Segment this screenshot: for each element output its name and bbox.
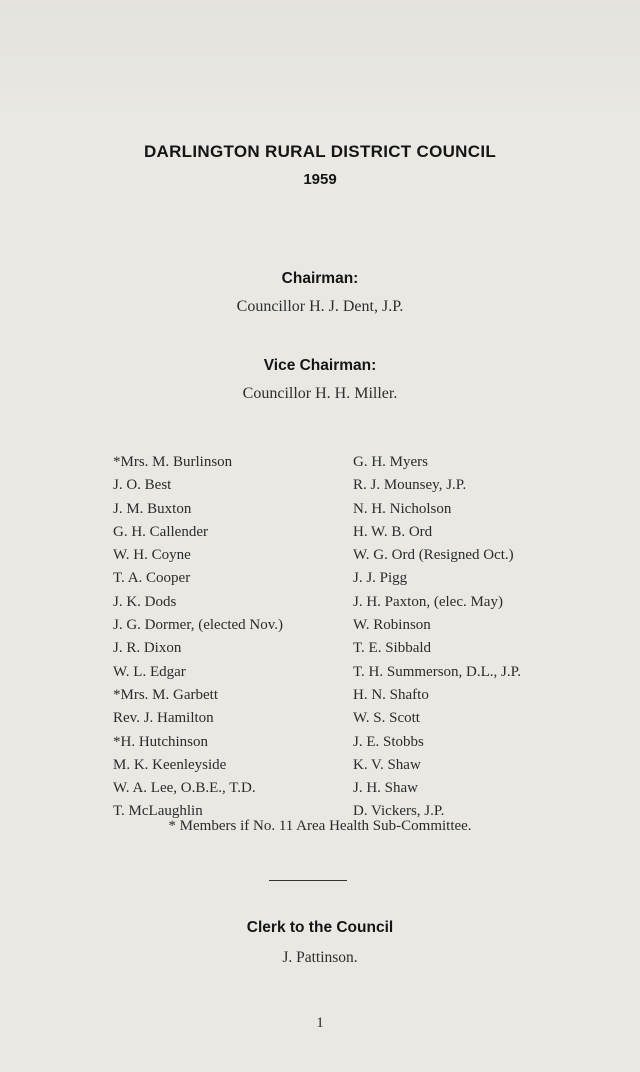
member-name: R. J. Mounsey, J.P. bbox=[353, 477, 467, 494]
year-heading: 1959 bbox=[303, 171, 337, 188]
member-name: *Mrs. M. Garbett bbox=[113, 686, 218, 703]
member-name: J. M. Buxton bbox=[113, 500, 192, 517]
member-name: H. N. Shafto bbox=[353, 686, 429, 703]
member-name: T. A. Cooper bbox=[113, 570, 191, 587]
member-name: M. K. Keenleyside bbox=[113, 756, 227, 773]
page-number: 1 bbox=[316, 1015, 324, 1031]
member-name: W. S. Scott bbox=[353, 710, 420, 727]
member-name: W. H. Coyne bbox=[113, 547, 191, 564]
member-name: J. O. Best bbox=[113, 477, 172, 494]
member-name: H. W. B. Ord bbox=[353, 523, 433, 540]
members-right-column bbox=[353, 451, 638, 824]
member-name: T. H. Summerson, D.L., J.P. bbox=[353, 663, 522, 680]
member-name: J. H. Paxton, (elec. May) bbox=[353, 593, 503, 610]
member-name: J. G. Dormer, (elected Nov.) bbox=[113, 617, 284, 634]
clerk-name: J. Pattinson. bbox=[282, 949, 358, 966]
bleed-through-area bbox=[0, 0, 640, 120]
member-name: W. G. Ord (Resigned Oct.) bbox=[353, 547, 514, 564]
member-name: J. J. Pigg bbox=[353, 570, 408, 587]
chairman-heading: Chairman: bbox=[281, 270, 359, 287]
chairman-name: Councillor H. J. Dent, J.P. bbox=[236, 298, 404, 315]
member-name: T. McLaughlin bbox=[113, 803, 203, 820]
member-name: G. H. Myers bbox=[353, 454, 428, 470]
section-divider bbox=[269, 880, 347, 881]
member-name: N. H. Nicholson bbox=[353, 500, 452, 517]
member-name: J. K. Dods bbox=[113, 593, 177, 610]
member-name: W. Robinson bbox=[353, 617, 431, 634]
member-name: *Mrs. M. Burlinson bbox=[113, 454, 233, 470]
council-title: DARLINGTON RURAL DISTRICT COUNCIL bbox=[143, 142, 497, 161]
member-name: W. A. Lee, O.B.E., T.D. bbox=[113, 780, 256, 797]
member-name: *H. Hutchinson bbox=[113, 733, 208, 750]
member-name: K. V. Shaw bbox=[353, 756, 421, 773]
member-name: G. H. Callender bbox=[113, 523, 208, 540]
member-name: J. H. Shaw bbox=[353, 780, 419, 797]
clerk-heading: Clerk to the Council bbox=[246, 919, 394, 936]
member-name: J. E. Stobbs bbox=[353, 733, 424, 750]
member-name: J. R. Dixon bbox=[113, 640, 182, 657]
members-footnote: * Members if No. 11 Area Health Sub-Committee. bbox=[168, 818, 472, 834]
members-left-column bbox=[113, 451, 333, 824]
member-name: D. Vickers, J.P. bbox=[353, 803, 445, 820]
member-name: W. L. Edgar bbox=[113, 663, 186, 680]
member-name: Rev. J. Hamilton bbox=[113, 710, 214, 727]
vice-chairman-name: Councillor H. H. Miller. bbox=[242, 385, 398, 402]
member-name: T. E. Sibbald bbox=[353, 640, 432, 657]
vice-chairman-heading: Vice Chairman: bbox=[263, 357, 377, 374]
